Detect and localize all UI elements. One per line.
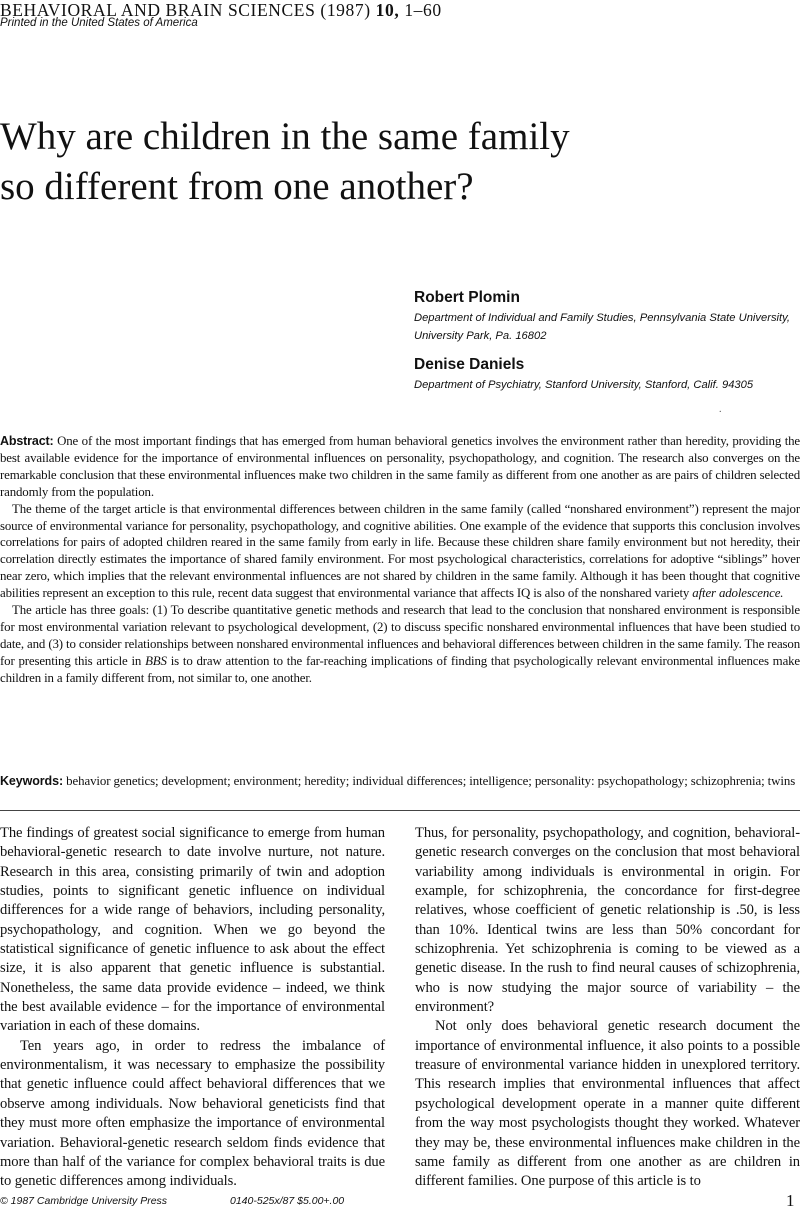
- body-paragraph: The findings of greatest social significance to emerge from human behavioral-genetic research to date involve nurture, not nature. Research in this area, consisting primarily of twin and adoption studies, points to significant genetic influence on individual differences for a wide range of behaviors, including personality, psychopathology, and cognition. When we go beyond the statistical significance of genetic influence to ask about the effect size, it is also apparent that genetic influence is substantial. Nonetheless, the same data provide evidence – indeed, we think the best available evidence – for the importance of environmental variation in each of these domains.: [0, 825, 385, 1035]
- author-entry: [414, 356, 800, 395]
- journal-volume: 10,: [375, 0, 400, 20]
- body-paragraph: Ten years ago, in order to redress the imbalance of environmentalism, it was necessary to emphasize the possibility that genetic influence could affect behavioral differences that we observe among individuals. Now behavioral geneticists find that they must more often emphasize the importance of environmental variation. Behavioral-genetic research seldom finds evidence that more than half of the variance for complex behavioral traits is due to genetic differences among individuals.: [0, 1037, 385, 1190]
- abstract: [0, 433, 800, 687]
- author-name: Robert Plomin: [414, 289, 520, 306]
- journal-pages: 1–60: [404, 0, 442, 20]
- abstract-text: One of the most important findings that has emerged from human behavioral genetics involves the environment rather than heredity, providing the best available evidence for the importance of environmental influences on personality, psychopathology, and cognition. The research also converges on the remarkable conclusion that these environmental influences make two children in the same family as different from one another as are pairs of children selected randomly from the population.: [0, 434, 800, 499]
- body-paragraph: Thus, for personality, psychopathology, and cognition, behavioral-genetic research converges on the conclusion that most behavioral variability among individuals is environmental in origin. For example, for schizophrenia, the concordance for first-degree relatives, whose coefficient of genetic relationship is .50, is less than 10%. Identical twins are less than 50% concordant for schizophrenia. Yet schizophrenia is coming to be viewed as a genetic disease. In the rush to find neural causes of schizophrenia, who is now studying the major source of variability – the environment?: [415, 825, 800, 1016]
- stray-mark: .: [719, 404, 722, 415]
- keywords: [0, 773, 800, 790]
- abstract-label: Abstract:: [0, 434, 54, 448]
- journal-name: BEHAVIORAL AND BRAIN SCIENCES: [0, 0, 316, 20]
- abstract-emphasis: BBS: [145, 653, 167, 668]
- body-column-right: [415, 824, 800, 1192]
- journal-year: (1987): [320, 0, 371, 20]
- abstract-text: The theme of the target article is that environmental differences between children in the same family (called “nonshared environment”) represent the major source of environmental variance for personality, psychopathology, and cognitive abilities. One example of the evidence that supports this conclusion involves correlations for pairs of adopted children reared in the same family from early in life. Because these children share family environment but not heredity, their correlation directly estimates the importance of shared family environment. For most psychological characteristics, correlations for adoptive “siblings” hover near zero, which implies that the relevant environmental influences are not shared by children in the same family. Although it has been thought that cognitive abilities represent an exception to this rule, recent data suggest that environmental variance that affects IQ is also of the nonshared variety: [0, 501, 800, 601]
- body-column-left: [0, 824, 385, 1192]
- author-affiliation: Department of Psychiatry, Stanford University, Stanford, Calif. 94305: [414, 379, 754, 391]
- abstract-emphasis: after adolescence.: [692, 586, 784, 601]
- abstract-paragraph: [0, 433, 800, 501]
- abstract-paragraph: [0, 602, 800, 687]
- author-entry: [414, 289, 800, 345]
- issn-code: 0140-525x/87 $5.00+.00: [230, 1195, 345, 1207]
- author-name: Denise Daniels: [414, 356, 525, 373]
- author-affiliation: Department of Individual and Family Studies, Pennsylvania State University, University Park, Pa. 16802: [414, 312, 790, 342]
- keywords-label: Keywords:: [0, 774, 64, 788]
- keywords-text: behavior genetics; development; environment; heredity; individual differences; intelligence; personality: psychopathology; schizophrenia; twins: [66, 774, 796, 788]
- author-block: [414, 289, 800, 395]
- body-paragraph: Not only does behavioral genetic research document the importance of environmental influence, it also points to a possible treasure of environmental variance hidden in unexplored territory. This research implies that environmental influences that affect psychological development operate in a manner quite different from the way most psychologists thought they worked. Whatever they may be, these environmental influences make children in the same family as different from one another as are children in different families. One purpose of this article is to: [415, 1018, 800, 1190]
- printed-in-note: Printed in the United States of America: [0, 17, 198, 29]
- copyright-notice: © 1987 Cambridge University Press: [0, 1195, 168, 1207]
- section-divider: [0, 810, 800, 811]
- article-title: Why are children in the same family so different from one another?: [0, 115, 570, 208]
- page-number: 1: [786, 1191, 795, 1210]
- abstract-paragraph: [0, 501, 800, 602]
- abstract-text: The article has three goals: (1) To describe quantitative genetic methods and research that lead to the conclusion that nonshared environment is responsible for most environmental variation relevant to psychological development, (2) to discuss specific nonshared environmental influences that have been studied to date, and (3) to consider relationships between nonshared environmental influences and behavioral differences between children in the same family. The reason for presenting this article in: [0, 603, 800, 668]
- abstract-text: is to draw attention to the far-reaching implications of finding that psychologically relevant environmental influences make children in a family different from, not similar to, one another.: [0, 653, 800, 685]
